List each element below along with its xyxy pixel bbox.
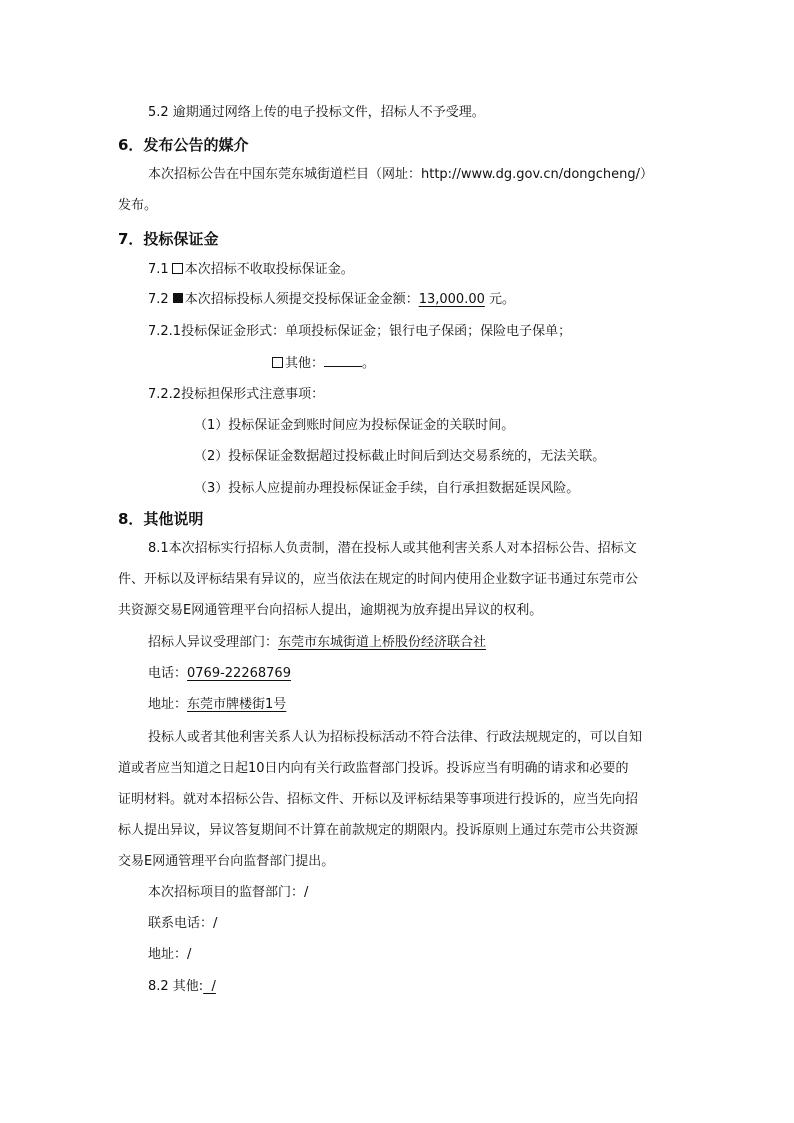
clause-7-2-2: 7.2.2投标担保形式注意事项：	[148, 387, 325, 402]
objection-dept-value: 东莞市东城街道上桥股份经济联合社	[278, 635, 487, 650]
supervise-tel: 联系电话：/	[148, 916, 218, 931]
complaint-line-5: 交易E网通管理平台向监督部门提出。	[118, 854, 335, 869]
objection-tel	[148, 664, 291, 684]
complaint-line-2: 道或者应当知道之日起10日内向有关行政监督部门投诉。投诉应当有明确的请求和必要的	[118, 761, 629, 776]
objection-dept-label: 招标人异议受理部门：	[148, 635, 279, 650]
other-blank-field[interactable]	[324, 353, 362, 367]
clause-7-2-text: 本次招标投标人须提交投标保证金金额：	[184, 292, 419, 307]
clause-7-1	[148, 260, 354, 280]
heading-8: 8．其他说明	[118, 510, 204, 528]
note-3: （3）投标人应提前办理投标保证金手续，自行承担数据延误风险。	[194, 481, 580, 496]
clause-8-2	[148, 977, 216, 997]
complaint-line-4: 标人提出异议，异议答复期间不计算在前款规定的期限内。投诉原则上通过东莞市公共资源	[118, 823, 639, 838]
objection-address-label: 地址：	[148, 697, 188, 712]
clause-8-2-label: 8.2 其他:	[148, 979, 204, 994]
clause-7-2-number: 7.2	[148, 292, 169, 307]
clause-7-2	[148, 290, 515, 310]
clause-7-2-1-other	[272, 353, 375, 374]
deposit-amount: 13,000.00	[418, 292, 485, 307]
clause-6-line-1: 本次招标公告在中国东莞东城街道栏目（网址：http://www.dg.gov.cn/dongcheng/）	[148, 167, 654, 182]
unchecked-checkbox-icon[interactable]	[272, 357, 283, 368]
clause-8-2-value: /	[203, 979, 216, 994]
clause-8-1-line-3: 共资源交易E网通管理平台向招标人提出，逾期视为放弃提出异议的权利。	[118, 603, 543, 618]
heading-7: 7．投标保证金	[118, 230, 219, 248]
clause-7-1-text: 本次招标不收取投标保证金。	[184, 262, 354, 277]
deposit-unit: 元。	[489, 292, 516, 307]
clause-5-2: 5.2 逾期通过网络上传的电子投标文件，招标人不予受理。	[148, 105, 485, 120]
supervise-address: 地址：/	[148, 947, 192, 962]
clause-6-line-2: 发布。	[118, 198, 158, 213]
heading-6: 6．发布公告的媒介	[118, 136, 249, 154]
clause-8-1-line-2: 件、开标以及评标结果有异议的，应当依法在规定的时间内使用企业数字证书通过东莞市公	[118, 572, 639, 587]
other-end: 。	[362, 356, 376, 371]
objection-address	[148, 695, 286, 715]
complaint-line-1: 投标人或者其他利害关系人认为招标投标活动不符合法律、行政法规规定的，可以自知	[148, 730, 643, 745]
unchecked-checkbox-icon[interactable]	[172, 263, 183, 274]
supervise-dept: 本次招标项目的监督部门：/	[148, 885, 309, 900]
objection-dept	[148, 633, 486, 653]
checked-square-icon[interactable]	[173, 293, 183, 303]
complaint-line-3: 证明材料。就对本招标公告、招标文件、开标以及评标结果等事项进行投诉的，应当先向招	[118, 792, 639, 807]
objection-tel-label: 电话：	[148, 666, 188, 681]
note-2: （2）投标保证金数据超过投标截止时间后到达交易系统的，无法关联。	[194, 449, 606, 464]
clause-7-2-1: 7.2.1投标保证金形式：单项投标保证金；银行电子保函；保险电子保单；	[148, 324, 572, 339]
other-label: 其他：	[285, 356, 325, 371]
clause-7-1-number: 7.1	[148, 262, 169, 277]
clause-8-1-line-1: 8.1本次招标实行招标人负责制，潜在投标人或其他利害关系人对本招标公告、招标文	[148, 541, 637, 556]
note-1: （1）投标保证金到账时间应为投标保证金的关联时间。	[194, 418, 515, 433]
objection-address-value: 东莞市牌楼街1号	[187, 697, 287, 712]
objection-tel-value: 0769-22268769	[187, 666, 291, 681]
